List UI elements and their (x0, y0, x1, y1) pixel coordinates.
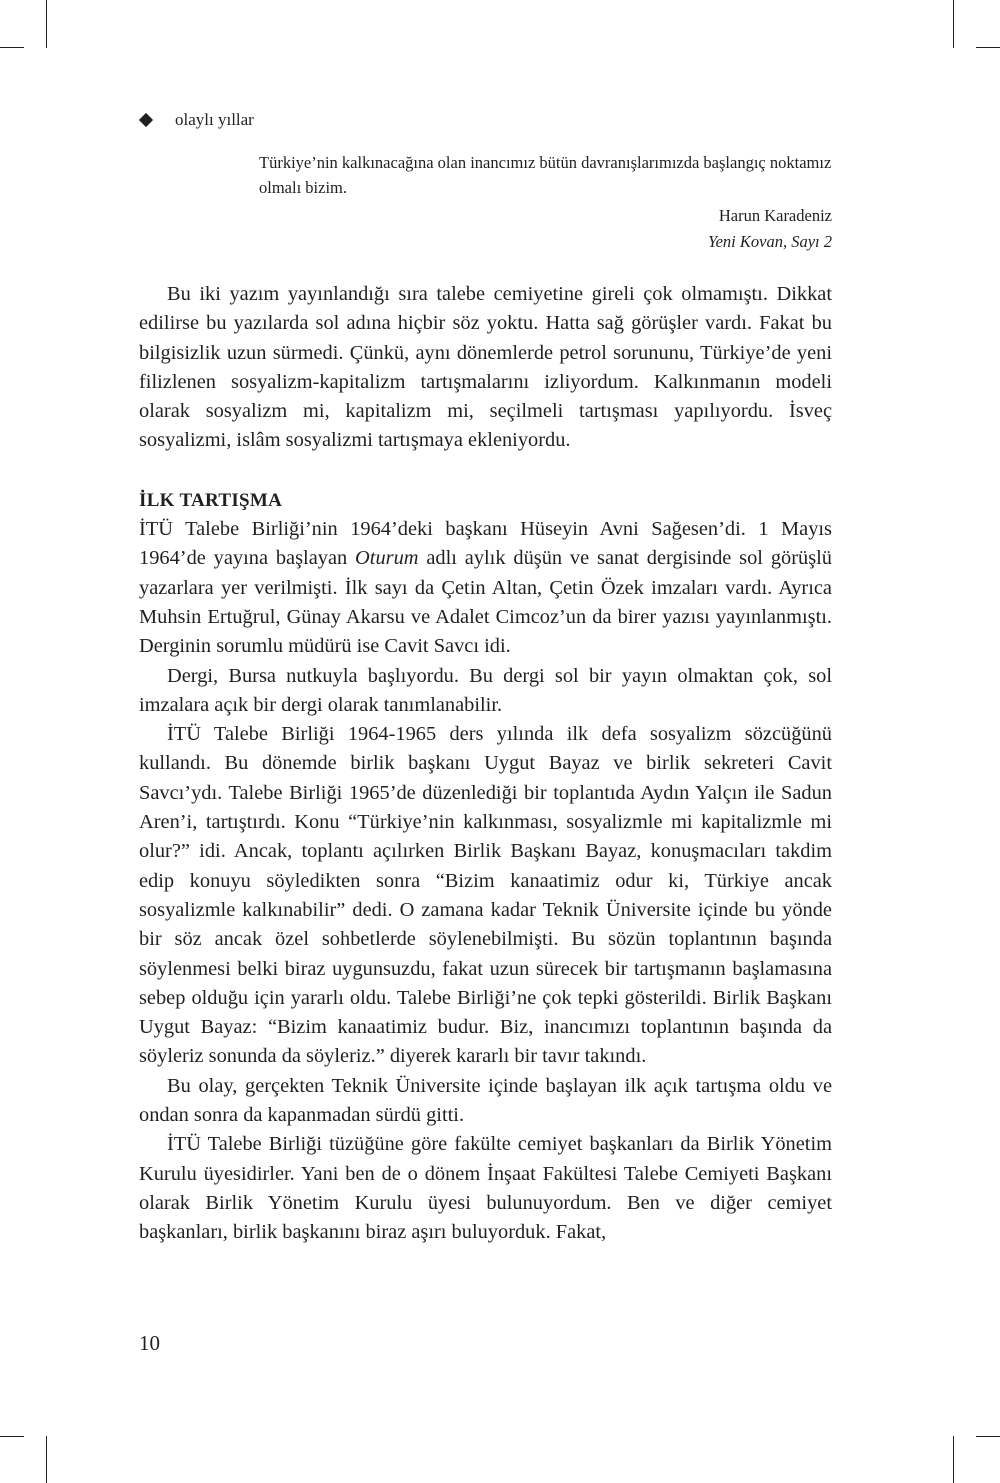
crop-mark-top-right-vertical (953, 0, 954, 48)
crop-mark-top-right-horizontal (976, 47, 1000, 48)
intro-paragraph: Bu iki yazım yayınlandığı sıra talebe cemiyetine gireli çok olmamıştı. Dikkat edilirse bu yazılarda sol adına hiçbir söz yoktu. Hatta sağ görüşler vardı. Fakat bu bilgisizlik uzun sürmedi. Çünkü, aynı dönemlerde petrol sorununu, Türkiye’de yeni filizlenen sosyalizm-kapitalizm tartışmalarını izliyordum. Kalkınmanın modeli olarak sosyalizm mi, kapitalizm mi, seçilmeli tartışması yapılıyordu. İsveç sosyalizmi, islâm sosyalizmi tartışmaya ekleniyordu. (139, 283, 832, 452)
crop-mark-bottom-right-horizontal (976, 1436, 1000, 1437)
section-heading: İLK TARTIŞMA (139, 489, 283, 511)
journal-title-oturum: Oturum (355, 547, 419, 570)
epigraph (259, 150, 832, 255)
diamond-bullet-icon (139, 113, 153, 127)
running-header (139, 109, 254, 131)
section-first-paragraph-part-1: İTÜ Talebe Birliği’nin 1964’deki başkanı Hüseyin Avni Sağesen’di. 1 Mayıs 1964’de yayına başlayan (139, 518, 832, 570)
epigraph-attribution (259, 203, 832, 255)
epigraph-source: Yeni Kovan, Sayı 2 (707, 232, 832, 251)
section-first-paragraph (139, 515, 832, 661)
main-body (139, 280, 832, 1248)
section-first-paragraph-part-2: adlı aylık düşün ve sanat dergisinde sol görüşlü yazarlara yer verilmişti. İlk sayı da Çetin Altan, Çetin Özek imzaları vardı. Ayrıca Muhsin Ertuğrul, Günay Akarsu ve Adalet Cimcoz’un da birer yazısı yayınlanmıştı. Derginin sorumlu müdürü ise Cavit Savcı idi. (139, 547, 832, 658)
crop-mark-bottom-left-horizontal (0, 1436, 24, 1437)
crop-mark-top-left-horizontal (0, 47, 24, 48)
crop-mark-bottom-left-vertical (46, 1436, 47, 1483)
running-header-title: olaylı yıllar (175, 110, 254, 129)
crop-mark-top-left-vertical (46, 0, 47, 48)
body-paragraph: Dergi, Bursa nutkuyla başlıyordu. Bu dergi sol bir yayın olmaktan çok, sol imzalara açık bir dergi olarak tanımlanabilir. (139, 664, 832, 716)
body-paragraph: İTÜ Talebe Birliği 1964-1965 ders yılında ilk defa sosyalizm sözcüğünü kullandı. Bu dönemde birlik başkanı Uygut Bayaz ve birlik sekreteri Cavit Savcı’ydı. Talebe Birliği 1965’de düzenlediği bir toplantıda Aydın Yalçın ile Sadun Aren’i, tartıştırdı. Konu “Türkiye’nin kalkınması, sosyalizmle mi kapitalizmle mi olur?” idi. Ancak, toplantı açılırken Birlik Başkanı Bayaz, konuşmacıları takdim edip konuyu söyledikten sonra “Bizim kanaatimiz odur ki, Türkiye ancak sosyalizmle kalkınabilir” dedi. O zamana kadar Teknik Üniversite içinde bu yönde bir söz ancak özel sohbetlerde söylenebilmişti. Bu sözün toplantının başında söylenmesi belki biraz uygunsuzdu, fakat uzun sürecek bir tartışmanın başlamasına sebep olduğu için yararlı oldu. Talebe Birliği’ne çok tepki gösterildi. Birlik Başkanı Uygut Bayaz: “Bizim kanaatimiz budur. Biz, inancımızı toplantının başında da söyleriz sonunda da söyleriz.” diyerek kararlı bir tavır takındı. (139, 723, 832, 1068)
crop-mark-bottom-right-vertical (953, 1436, 954, 1483)
body-paragraph: İTÜ Talebe Birliği tüzüğüne göre fakülte cemiyet başkanları da Birlik Yönetim Kurulu üyesidirler. Yani ben de o dönem İnşaat Fakültesi Talebe Cemiyeti Başkanı olarak Birlik Yönetim Kurulu üyesi bulunuyordum. Ben ve diğer cemiyet başkanları, birlik başkanını biraz aşırı buluyorduk. Fakat, (139, 1133, 832, 1244)
epigraph-author: Harun Karadeniz (718, 206, 832, 225)
epigraph-quote: Türkiye’nin kalkınacağına olan inancımız bütün davranışlarımızda başlangıç noktamız olmalı bizim. (259, 153, 832, 197)
body-paragraph: Bu olay, gerçekten Teknik Üniversite içinde başlayan ilk açık tartışma oldu ve ondan sonra da kapanmadan sürdü gitti. (139, 1074, 832, 1127)
page-number: 10 (139, 1331, 160, 1355)
